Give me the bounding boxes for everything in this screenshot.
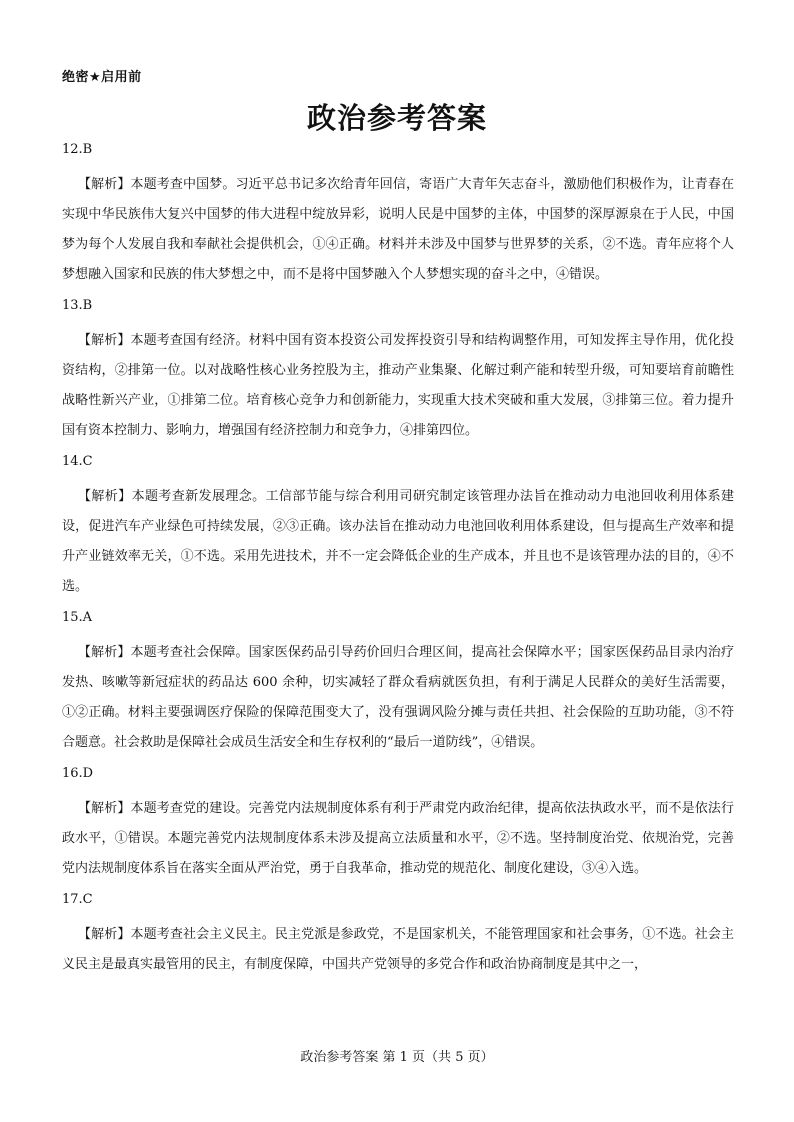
answers-content [62,142,734,988]
answer-15 [62,610,734,758]
question-number: 14.C [62,454,93,469]
answer-analysis: 【解析】本题考查党的建设。完善党内法规制度体系有利于严肃党内政治纪律，提高依法执政水平，而不是依法行政水平，①错误。本题完善党内法规制度体系未涉及提高立法质量和水平，②不选。坚持制度治党、依规治党，完善党内法规制度体系旨在落实全面从严治党，勇于自我革命，推动党的规范化、制度化建设，③④入选。 [62,801,734,876]
answer-analysis: 【解析】本题考查社会保障。国家医保药品引导药价回归合理区间，提高社会保障水平；国家医保药品目录内治疗发热、咳嗽等新冠症状的药品达 600 余种，切实减轻了群众看病就医负担，有利于满足人民群众的美好生活需要，①②正确。材料主要强调医疗保险的保障范围变大了，没有强调风险分摊与责任共担、社会保险的互助功能，③不符合题意。社会救助是保障社会成员生活安全和生存权利的“最后一道防线”，④错误。 [62,645,734,750]
answer-12 [62,142,734,290]
question-number: 16.D [62,766,94,781]
answer-analysis: 【解析】本题考查中国梦。习近平总书记多次给青年回信，寄语广大青年矢志奋斗，激励他们积极作为，让青春在实现中华民族伟大复兴中国梦的伟大进程中绽放异彩，说明人民是中国梦的主体，中国梦的深厚源泉在于人民，中国梦为每个人发展自我和奉献社会提供机会，①④正确。材料并未涉及中国梦与世界梦的关系，②不选。青年应将个人梦想融入国家和民族的伟大梦想之中，而不是将中国梦融入个人梦想实现的奋斗之中，④错误。 [62,177,734,282]
answer-analysis: 【解析】本题考查新发展理念。工信部节能与综合利用司研究制定该管理办法旨在推动动力电池回收利用体系建设，促进汽车产业绿色可持续发展，②③正确。该办法旨在推动动力电池回收利用体系建设，但与提高生产效率和提升产业链效率无关，①不选。采用先进技术，并不一定会降低企业的生产成本，并且也不是该管理办法的目的，④不选。 [62,489,734,594]
question-number: 13.B [62,298,93,313]
answer-16 [62,766,734,884]
page-footer: 政治参考答案 第 1 页（共 5 页） [300,1050,494,1065]
answer-17 [62,892,734,980]
page-title: 政治参考答案 [306,101,487,135]
answer-13 [62,298,734,446]
answer-analysis: 【解析】本题考查国有经济。材料中国有资本投资公司发挥投资引导和结构调整作用，可知发挥主导作用，优化投资结构，②排第一位。以对战略性核心业务控股为主，推动产业集聚、化解过剩产能和转型升级，可知要培育前瞻性战略性新兴产业，①排第二位。培育核心竞争力和创新能力，实现重大技术突破和重大发展，③排第三位。着力提升国有资本控制力、影响力，增强国有经济控制力和竞争力，④排第四位。 [62,333,734,438]
question-number: 12.B [62,142,93,157]
answer-analysis: 【解析】本题考查社会主义民主。民主党派是参政党，不是国家机关，不能管理国家和社会事务，①不选。社会主义民主是最真实最管用的民主，有制度保障，中国共产党领导的多党合作和政治协商制度是其中之一， [62,927,734,972]
question-number: 15.A [62,610,93,625]
answer-14 [62,454,734,602]
question-number: 17.C [62,892,93,907]
confidential-mark: 绝密★启用前 [62,70,142,85]
